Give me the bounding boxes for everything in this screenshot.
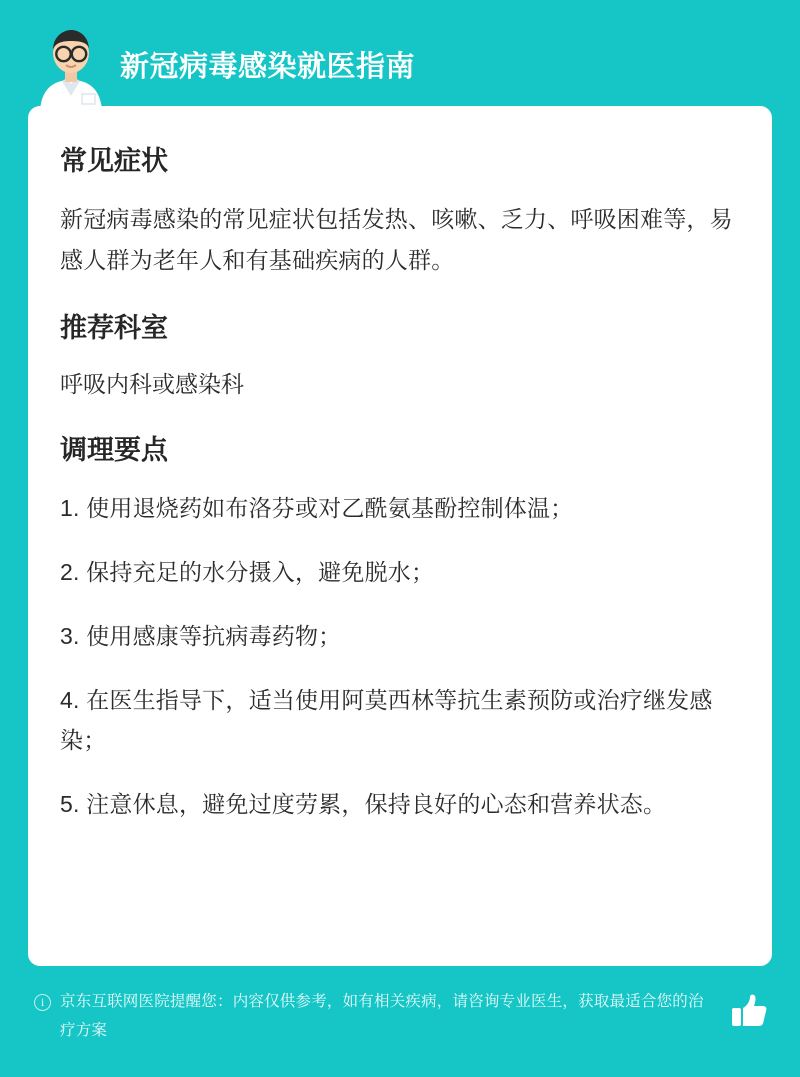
disclaimer-text: 京东互联网医院提醒您：内容仅供参考，如有相关疾病，请咨询专业医生，获取最适合您的治疗方案 [60,993,704,1039]
section-title-department: 推荐科室 [60,312,168,343]
care-points-list [60,488,740,824]
list-item: 2. 保持充足的水分摄入，避免脱水； [60,558,435,585]
section-title-symptoms: 常见症状 [60,146,168,176]
info-circle-icon: i [34,994,51,1011]
list-item: 5. 注意休息，避免过度劳累，保持良好的心态和营养状态。 [60,791,667,818]
list-item: 4. 在医生指导下，适当使用阿莫西林等抗生素预防或治疗继发感染； [60,687,713,754]
section-body-department: 呼吸内科或感染科 [60,371,244,398]
list-item: 1. 使用退烧药如布洛芬或对乙酰氨基酚控制体温； [60,494,574,521]
list-item: 3. 使用感康等抗病毒药物； [60,622,342,649]
doctor-avatar-icon [32,24,110,110]
section-body-symptoms: 新冠病毒感染的常见症状包括发热、咳嗽、乏力、呼吸困难等，易感人群为老年人和有基础疾病的人群。 [60,206,733,274]
header [28,28,772,106]
thumbs-up-icon[interactable] [730,992,768,1030]
page-title: 新冠病毒感染就医指南 [120,50,416,83]
section-title-care-points: 调理要点 [60,434,168,465]
footer-disclaimer [28,982,772,1052]
content-card [28,106,772,966]
